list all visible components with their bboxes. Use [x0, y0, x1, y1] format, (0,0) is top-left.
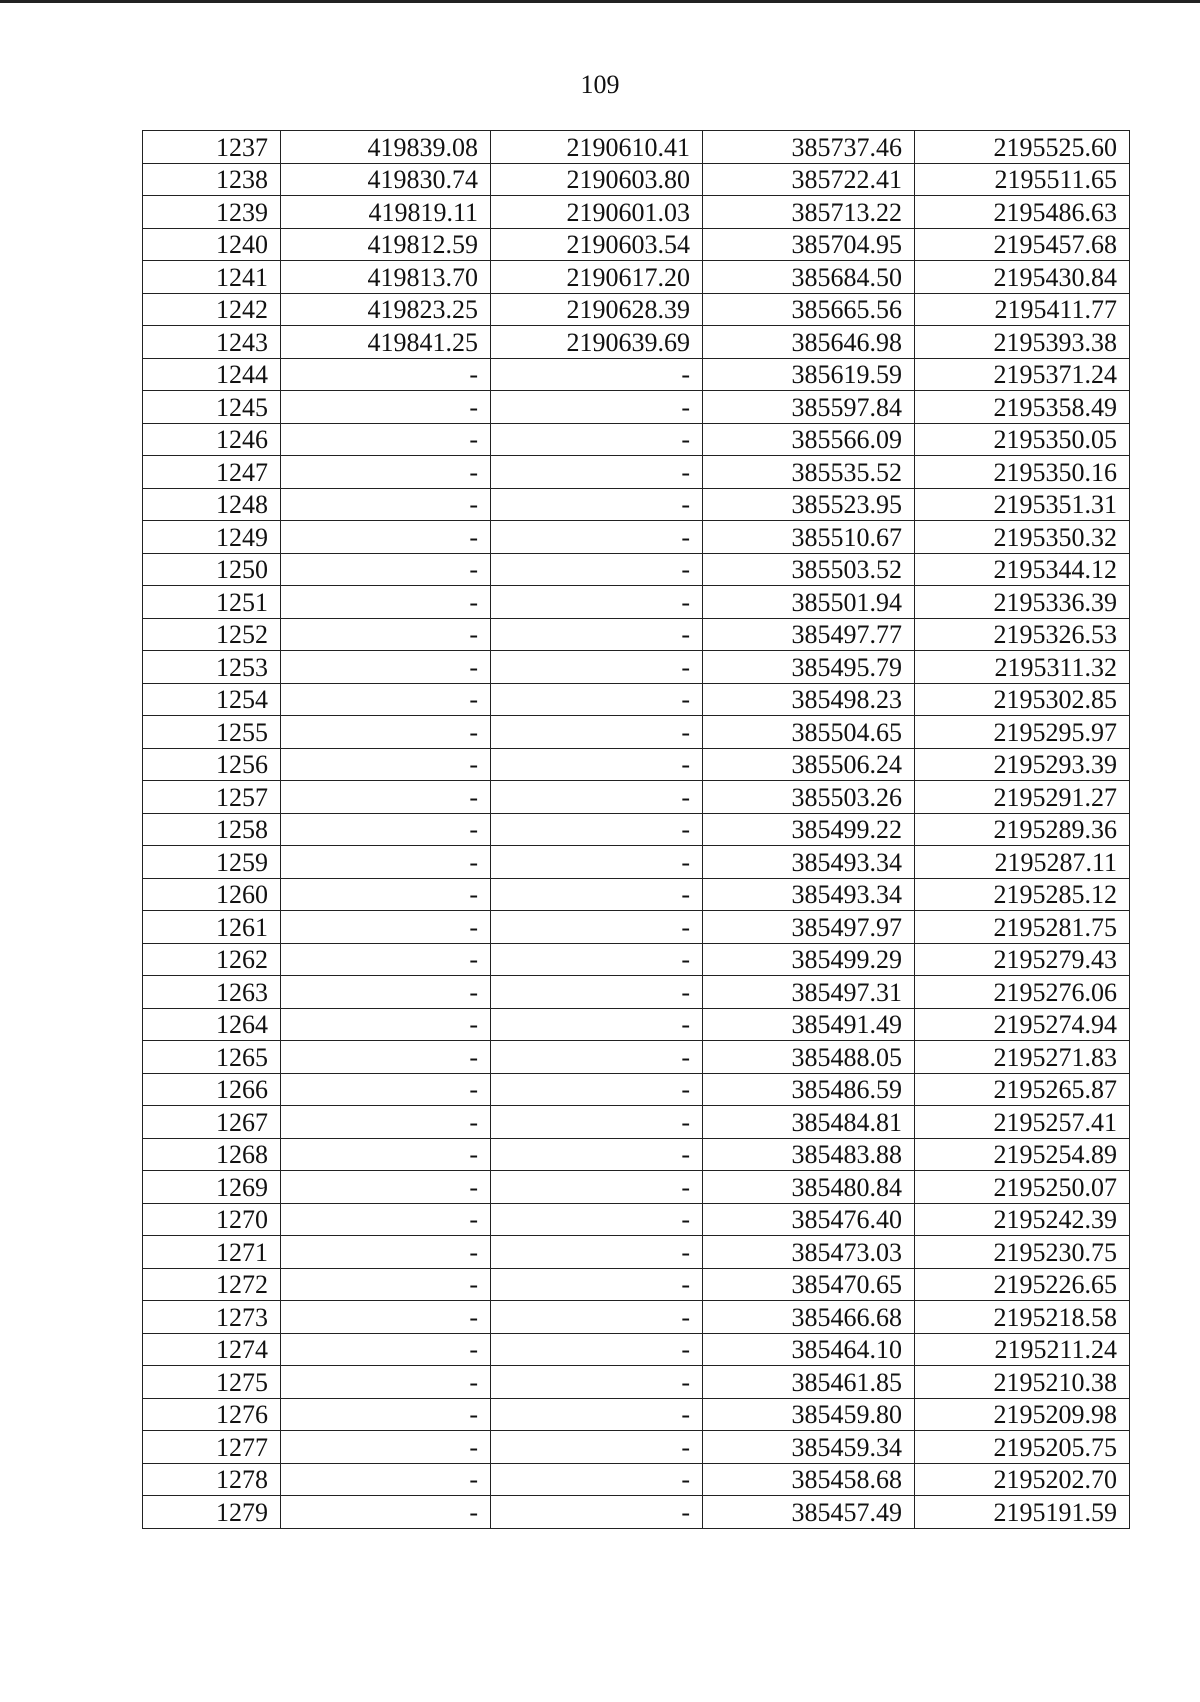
- coord-b-y-cell: 2195205.75: [915, 1431, 1130, 1464]
- table-row: [143, 1333, 1130, 1366]
- table-row: [143, 1398, 1130, 1431]
- coord-b-x-cell: 385737.46: [703, 131, 915, 164]
- coord-b-y-cell: 2195511.65: [915, 163, 1130, 196]
- point-id-cell: 1257: [143, 781, 281, 814]
- point-id-cell: 1250: [143, 553, 281, 586]
- point-id-cell: 1247: [143, 456, 281, 489]
- coord-b-y-cell: 2195210.38: [915, 1366, 1130, 1399]
- coord-a-x-cell: -: [281, 1398, 491, 1431]
- table-row: [143, 846, 1130, 879]
- table-row: [143, 391, 1130, 424]
- coord-a-x-cell: 419823.25: [281, 293, 491, 326]
- table-row: [143, 1301, 1130, 1334]
- coord-b-y-cell: 2195191.59: [915, 1496, 1130, 1529]
- coord-a-x-cell: -: [281, 813, 491, 846]
- coord-a-y-cell: 2190628.39: [491, 293, 703, 326]
- table-row: [143, 553, 1130, 586]
- coord-a-y-cell: -: [491, 456, 703, 489]
- table-row: [143, 228, 1130, 261]
- coord-b-y-cell: 2195287.11: [915, 846, 1130, 879]
- coord-b-y-cell: 2195281.75: [915, 911, 1130, 944]
- coord-b-x-cell: 385483.88: [703, 1138, 915, 1171]
- coord-b-x-cell: 385597.84: [703, 391, 915, 424]
- coord-a-x-cell: -: [281, 586, 491, 619]
- coord-b-x-cell: 385646.98: [703, 326, 915, 359]
- coord-a-x-cell: -: [281, 1236, 491, 1269]
- coord-a-x-cell: -: [281, 521, 491, 554]
- coord-a-x-cell: 419830.74: [281, 163, 491, 196]
- coord-a-y-cell: -: [491, 943, 703, 976]
- coord-b-x-cell: 385619.59: [703, 358, 915, 391]
- coord-a-x-cell: -: [281, 716, 491, 749]
- table-row: [143, 163, 1130, 196]
- point-id-cell: 1251: [143, 586, 281, 619]
- point-id-cell: 1240: [143, 228, 281, 261]
- point-id-cell: 1266: [143, 1073, 281, 1106]
- coord-b-y-cell: 2195276.06: [915, 976, 1130, 1009]
- coord-b-y-cell: 2195285.12: [915, 878, 1130, 911]
- coord-a-y-cell: -: [491, 878, 703, 911]
- table-row: [143, 293, 1130, 326]
- coord-a-x-cell: -: [281, 358, 491, 391]
- coord-b-x-cell: 385665.56: [703, 293, 915, 326]
- coord-b-y-cell: 2195326.53: [915, 618, 1130, 651]
- coord-a-x-cell: -: [281, 456, 491, 489]
- table-row: [143, 1268, 1130, 1301]
- coord-b-x-cell: 385503.26: [703, 781, 915, 814]
- point-id-cell: 1279: [143, 1496, 281, 1529]
- coord-a-y-cell: -: [491, 781, 703, 814]
- coordinate-table: [142, 130, 1130, 1529]
- coord-b-y-cell: 2195289.36: [915, 813, 1130, 846]
- coord-b-x-cell: 385466.68: [703, 1301, 915, 1334]
- coord-b-y-cell: 2195291.27: [915, 781, 1130, 814]
- point-id-cell: 1265: [143, 1041, 281, 1074]
- coord-b-x-cell: 385503.52: [703, 553, 915, 586]
- coord-b-x-cell: 385499.29: [703, 943, 915, 976]
- coord-b-x-cell: 385470.65: [703, 1268, 915, 1301]
- coord-b-y-cell: 2195393.38: [915, 326, 1130, 359]
- table-row: [143, 683, 1130, 716]
- coord-a-y-cell: -: [491, 683, 703, 716]
- coord-a-y-cell: 2190601.03: [491, 196, 703, 229]
- coord-b-y-cell: 2195250.07: [915, 1171, 1130, 1204]
- coord-a-y-cell: -: [491, 1366, 703, 1399]
- point-id-cell: 1238: [143, 163, 281, 196]
- coord-a-x-cell: -: [281, 1268, 491, 1301]
- coord-a-y-cell: -: [491, 1431, 703, 1464]
- table-row: [143, 1073, 1130, 1106]
- coord-a-y-cell: -: [491, 976, 703, 1009]
- coord-a-x-cell: -: [281, 1333, 491, 1366]
- point-id-cell: 1274: [143, 1333, 281, 1366]
- coord-b-y-cell: 2195336.39: [915, 586, 1130, 619]
- coord-a-y-cell: -: [491, 423, 703, 456]
- coord-b-x-cell: 385504.65: [703, 716, 915, 749]
- coordinate-table-body: [143, 131, 1130, 1529]
- coord-a-y-cell: -: [491, 1138, 703, 1171]
- table-row: [143, 748, 1130, 781]
- coord-a-y-cell: -: [491, 1463, 703, 1496]
- coord-a-y-cell: -: [491, 1236, 703, 1269]
- coord-a-x-cell: -: [281, 1366, 491, 1399]
- coord-b-y-cell: 2195209.98: [915, 1398, 1130, 1431]
- table-row: [143, 1236, 1130, 1269]
- coord-a-x-cell: -: [281, 553, 491, 586]
- point-id-cell: 1267: [143, 1106, 281, 1139]
- coord-a-y-cell: -: [491, 1008, 703, 1041]
- point-id-cell: 1268: [143, 1138, 281, 1171]
- point-id-cell: 1272: [143, 1268, 281, 1301]
- coord-a-x-cell: -: [281, 1041, 491, 1074]
- coord-a-y-cell: -: [491, 651, 703, 684]
- coord-b-x-cell: 385473.03: [703, 1236, 915, 1269]
- coord-b-x-cell: 385488.05: [703, 1041, 915, 1074]
- coord-a-y-cell: -: [491, 1398, 703, 1431]
- point-id-cell: 1277: [143, 1431, 281, 1464]
- coord-a-y-cell: 2190639.69: [491, 326, 703, 359]
- coord-b-x-cell: 385704.95: [703, 228, 915, 261]
- coord-b-x-cell: 385713.22: [703, 196, 915, 229]
- table-row: [143, 521, 1130, 554]
- coord-b-y-cell: 2195486.63: [915, 196, 1130, 229]
- coord-a-x-cell: 419812.59: [281, 228, 491, 261]
- coord-b-x-cell: 385493.34: [703, 846, 915, 879]
- point-id-cell: 1275: [143, 1366, 281, 1399]
- point-id-cell: 1276: [143, 1398, 281, 1431]
- coord-a-x-cell: -: [281, 1008, 491, 1041]
- coord-b-y-cell: 2195279.43: [915, 943, 1130, 976]
- coord-b-y-cell: 2195302.85: [915, 683, 1130, 716]
- coord-a-y-cell: -: [491, 586, 703, 619]
- coord-b-x-cell: 385464.10: [703, 1333, 915, 1366]
- coord-a-x-cell: -: [281, 423, 491, 456]
- coord-a-y-cell: -: [491, 1333, 703, 1366]
- coord-b-x-cell: 385684.50: [703, 261, 915, 294]
- coord-a-x-cell: -: [281, 391, 491, 424]
- coord-a-y-cell: -: [491, 358, 703, 391]
- coord-b-x-cell: 385566.09: [703, 423, 915, 456]
- point-id-cell: 1263: [143, 976, 281, 1009]
- coord-b-y-cell: 2195350.05: [915, 423, 1130, 456]
- table-row: [143, 618, 1130, 651]
- coord-a-x-cell: -: [281, 488, 491, 521]
- coord-a-x-cell: -: [281, 683, 491, 716]
- table-row: [143, 196, 1130, 229]
- table-row: [143, 261, 1130, 294]
- coord-b-x-cell: 385497.97: [703, 911, 915, 944]
- coord-b-x-cell: 385510.67: [703, 521, 915, 554]
- coord-a-x-cell: 419813.70: [281, 261, 491, 294]
- coord-a-y-cell: -: [491, 521, 703, 554]
- coord-b-y-cell: 2195295.97: [915, 716, 1130, 749]
- coord-a-y-cell: -: [491, 911, 703, 944]
- coord-a-x-cell: -: [281, 1431, 491, 1464]
- coord-b-y-cell: 2195344.12: [915, 553, 1130, 586]
- point-id-cell: 1249: [143, 521, 281, 554]
- coord-a-y-cell: -: [491, 1203, 703, 1236]
- coord-b-x-cell: 385491.49: [703, 1008, 915, 1041]
- table-row: [143, 326, 1130, 359]
- coord-a-y-cell: -: [491, 846, 703, 879]
- coord-b-y-cell: 2195202.70: [915, 1463, 1130, 1496]
- coord-a-x-cell: 419819.11: [281, 196, 491, 229]
- coord-b-x-cell: 385459.80: [703, 1398, 915, 1431]
- point-id-cell: 1273: [143, 1301, 281, 1334]
- coord-b-y-cell: 2195271.83: [915, 1041, 1130, 1074]
- coord-b-y-cell: 2195226.65: [915, 1268, 1130, 1301]
- table-row: [143, 488, 1130, 521]
- coord-a-y-cell: -: [491, 1496, 703, 1529]
- point-id-cell: 1261: [143, 911, 281, 944]
- point-id-cell: 1262: [143, 943, 281, 976]
- point-id-cell: 1242: [143, 293, 281, 326]
- page-number: 109: [580, 70, 620, 99]
- coord-a-y-cell: -: [491, 553, 703, 586]
- coord-b-y-cell: 2195411.77: [915, 293, 1130, 326]
- table-row: [143, 586, 1130, 619]
- coord-a-y-cell: 2190603.54: [491, 228, 703, 261]
- coord-b-x-cell: 385457.49: [703, 1496, 915, 1529]
- coord-b-y-cell: 2195218.58: [915, 1301, 1130, 1334]
- coord-b-x-cell: 385476.40: [703, 1203, 915, 1236]
- coord-b-x-cell: 385480.84: [703, 1171, 915, 1204]
- coord-a-y-cell: -: [491, 1073, 703, 1106]
- coord-b-x-cell: 385498.23: [703, 683, 915, 716]
- point-id-cell: 1246: [143, 423, 281, 456]
- coord-b-x-cell: 385497.77: [703, 618, 915, 651]
- point-id-cell: 1252: [143, 618, 281, 651]
- table-row: [143, 1008, 1130, 1041]
- coord-b-y-cell: 2195274.94: [915, 1008, 1130, 1041]
- coord-a-y-cell: -: [491, 1041, 703, 1074]
- table-row: [143, 716, 1130, 749]
- table-row: [143, 456, 1130, 489]
- point-id-cell: 1244: [143, 358, 281, 391]
- coord-b-y-cell: 2195230.75: [915, 1236, 1130, 1269]
- table-row: [143, 1203, 1130, 1236]
- table-row: [143, 1431, 1130, 1464]
- coord-b-y-cell: 2195350.32: [915, 521, 1130, 554]
- coord-b-x-cell: 385484.81: [703, 1106, 915, 1139]
- table-row: [143, 878, 1130, 911]
- point-id-cell: 1258: [143, 813, 281, 846]
- point-id-cell: 1269: [143, 1171, 281, 1204]
- coord-b-y-cell: 2195350.16: [915, 456, 1130, 489]
- coord-b-y-cell: 2195371.24: [915, 358, 1130, 391]
- coord-a-x-cell: -: [281, 943, 491, 976]
- point-id-cell: 1245: [143, 391, 281, 424]
- point-id-cell: 1241: [143, 261, 281, 294]
- table-row: [143, 1138, 1130, 1171]
- coord-a-x-cell: -: [281, 846, 491, 879]
- coord-a-x-cell: -: [281, 651, 491, 684]
- coord-b-y-cell: 2195525.60: [915, 131, 1130, 164]
- coord-b-x-cell: 385493.34: [703, 878, 915, 911]
- coord-b-x-cell: 385506.24: [703, 748, 915, 781]
- table-row: [143, 1106, 1130, 1139]
- coord-b-y-cell: 2195293.39: [915, 748, 1130, 781]
- top-border-line: [0, 0, 1200, 3]
- table-row: [143, 1171, 1130, 1204]
- point-id-cell: 1260: [143, 878, 281, 911]
- point-id-cell: 1253: [143, 651, 281, 684]
- point-id-cell: 1271: [143, 1236, 281, 1269]
- coord-a-x-cell: 419839.08: [281, 131, 491, 164]
- point-id-cell: 1264: [143, 1008, 281, 1041]
- point-id-cell: 1254: [143, 683, 281, 716]
- coord-b-y-cell: 2195430.84: [915, 261, 1130, 294]
- coord-a-y-cell: -: [491, 1106, 703, 1139]
- coord-a-y-cell: -: [491, 748, 703, 781]
- table-row: [143, 813, 1130, 846]
- coord-a-y-cell: 2190610.41: [491, 131, 703, 164]
- point-id-cell: 1239: [143, 196, 281, 229]
- coord-a-x-cell: 419841.25: [281, 326, 491, 359]
- coord-b-x-cell: 385523.95: [703, 488, 915, 521]
- coord-a-x-cell: -: [281, 1138, 491, 1171]
- coord-a-x-cell: -: [281, 781, 491, 814]
- coord-b-y-cell: 2195257.41: [915, 1106, 1130, 1139]
- coord-b-x-cell: 385486.59: [703, 1073, 915, 1106]
- coord-b-y-cell: 2195254.89: [915, 1138, 1130, 1171]
- table-row: [143, 131, 1130, 164]
- coord-b-y-cell: 2195265.87: [915, 1073, 1130, 1106]
- coord-a-x-cell: -: [281, 911, 491, 944]
- point-id-cell: 1255: [143, 716, 281, 749]
- coord-a-x-cell: -: [281, 618, 491, 651]
- table-row: [143, 976, 1130, 1009]
- coord-a-y-cell: -: [491, 618, 703, 651]
- coord-a-x-cell: -: [281, 1496, 491, 1529]
- point-id-cell: 1278: [143, 1463, 281, 1496]
- coord-a-x-cell: -: [281, 1171, 491, 1204]
- coord-a-y-cell: -: [491, 1301, 703, 1334]
- point-id-cell: 1248: [143, 488, 281, 521]
- point-id-cell: 1259: [143, 846, 281, 879]
- coord-b-x-cell: 385461.85: [703, 1366, 915, 1399]
- table-row: [143, 1041, 1130, 1074]
- coord-a-x-cell: -: [281, 748, 491, 781]
- point-id-cell: 1243: [143, 326, 281, 359]
- point-id-cell: 1237: [143, 131, 281, 164]
- coord-b-y-cell: 2195211.24: [915, 1333, 1130, 1366]
- point-id-cell: 1256: [143, 748, 281, 781]
- coord-b-y-cell: 2195242.39: [915, 1203, 1130, 1236]
- coord-b-x-cell: 385499.22: [703, 813, 915, 846]
- point-id-cell: 1270: [143, 1203, 281, 1236]
- coord-a-y-cell: -: [491, 813, 703, 846]
- coord-a-x-cell: -: [281, 1203, 491, 1236]
- table-row: [143, 1496, 1130, 1529]
- coord-b-x-cell: 385459.34: [703, 1431, 915, 1464]
- coord-a-y-cell: -: [491, 1171, 703, 1204]
- coord-a-x-cell: -: [281, 1301, 491, 1334]
- coord-a-x-cell: -: [281, 878, 491, 911]
- coord-b-y-cell: 2195311.32: [915, 651, 1130, 684]
- coord-a-x-cell: -: [281, 976, 491, 1009]
- coord-a-y-cell: -: [491, 488, 703, 521]
- table-row: [143, 911, 1130, 944]
- coord-b-x-cell: 385501.94: [703, 586, 915, 619]
- coord-a-y-cell: -: [491, 391, 703, 424]
- table-row: [143, 1463, 1130, 1496]
- coord-b-y-cell: 2195457.68: [915, 228, 1130, 261]
- coord-b-x-cell: 385722.41: [703, 163, 915, 196]
- coord-a-y-cell: -: [491, 1268, 703, 1301]
- coord-b-x-cell: 385495.79: [703, 651, 915, 684]
- table-row: [143, 651, 1130, 684]
- coord-b-y-cell: 2195358.49: [915, 391, 1130, 424]
- table-row: [143, 358, 1130, 391]
- coord-a-x-cell: -: [281, 1073, 491, 1106]
- coord-b-y-cell: 2195351.31: [915, 488, 1130, 521]
- coord-b-x-cell: 385535.52: [703, 456, 915, 489]
- coord-a-x-cell: -: [281, 1106, 491, 1139]
- coord-b-x-cell: 385458.68: [703, 1463, 915, 1496]
- table-row: [143, 781, 1130, 814]
- table-row: [143, 943, 1130, 976]
- table-row: [143, 1366, 1130, 1399]
- coord-a-y-cell: 2190603.80: [491, 163, 703, 196]
- coord-a-x-cell: -: [281, 1463, 491, 1496]
- coord-a-y-cell: 2190617.20: [491, 261, 703, 294]
- coord-b-x-cell: 385497.31: [703, 976, 915, 1009]
- coord-a-y-cell: -: [491, 716, 703, 749]
- table-row: [143, 423, 1130, 456]
